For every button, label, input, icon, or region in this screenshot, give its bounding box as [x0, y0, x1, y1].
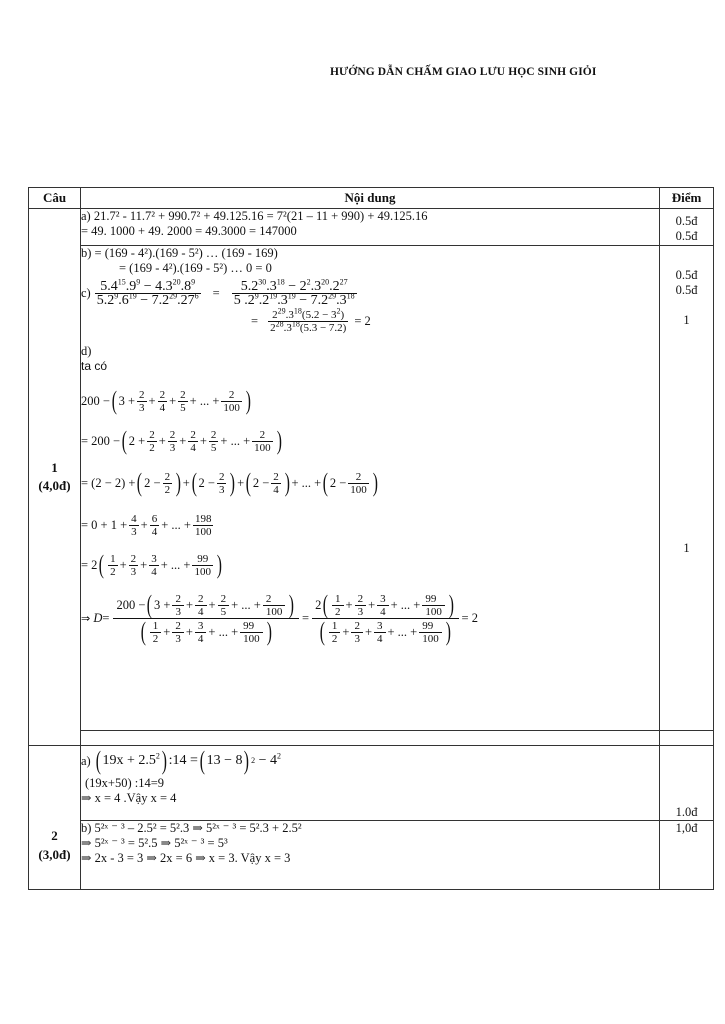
q1bcd-content: [81, 246, 660, 731]
page-title: HƯỚNG DẪN CHẤM GIAO LƯU HỌC SINH GIỎI: [330, 66, 597, 78]
q2a-eq: a) ( $19x + 2.5^2$ ) :14 = ( 13 − 8 ) 2 − $4^2$: [81, 746, 282, 775]
q1d-eq3: = (2 − 2) + ( 2 − $\frac{2}{2}$ ) + ( 2 − $\frac{2}{3}$ ) + ( 2 − $\frac{2}{4}$ ) + ... + ( 2 − $\frac{2}{100}$ ): [81, 468, 378, 497]
q2b-line2: ⇒ 5²ˣ ⁻ ³ = 5².5 ⇒ 5²ˣ ⁻ ³ = 5³: [81, 836, 228, 850]
q1d-label: d): [81, 344, 92, 358]
q1b-line1: b) = (169 - 4²).(169 - 5²) … (169 - 169): [81, 246, 278, 260]
q1-spacer-row: [29, 731, 714, 746]
q2a-line2: (19x+50) :14=9: [85, 776, 165, 790]
q1b-score: 0.5đ: [675, 268, 698, 282]
q2-row-a: [29, 746, 714, 821]
q1a-content: [81, 209, 660, 246]
q2b-score: [660, 821, 714, 890]
q2b-line3: ⇒ 2x - 3 = 3 ⇒ 2x = 6 ⇒ x = 3. Vậy x = 3: [81, 851, 291, 865]
q2a-score: [660, 746, 714, 821]
q1d-eq4: = 0 + 1 + $\frac{4}{3}$ + $\frac{6}{4}$ + ... + $\frac{198}{100}$: [81, 512, 212, 538]
q1a-score-1: 0.5đ: [675, 214, 698, 228]
q2-points: (3,0đ): [38, 846, 71, 862]
table-header-row: [29, 188, 714, 209]
q1c-frac-2: $\frac{5.2^{30}.3^{18} - 2^2.3^{20}.2^{27}}{5 .2^9.2^{19}.3^{19} - 7.2^{29}.3^{18}}$: [233, 277, 355, 308]
q2-row-b: [29, 821, 714, 890]
q2a-score-value: 1.0đ: [675, 805, 698, 819]
q1d-eq1: 200 − ( 3 + $\frac{2}{3}$ + $\frac{2}{4}$ + $\frac{2}{5}$ + ... + $\frac{2}{100}$ ): [81, 386, 251, 415]
q2-cell: [29, 746, 81, 890]
q1d-eq2: = 200 − ( 2 + $\frac{2}{2}$ + $\frac{2}{3}$ + $\frac{2}{4}$ + $\frac{2}{5}$ + ... + $\frac{2}{100}$ ): [81, 426, 282, 455]
q1-label: 1: [51, 459, 58, 475]
q2b-content: [81, 821, 660, 890]
q2a-label: a): [81, 753, 91, 768]
q1-cell: [29, 209, 81, 746]
q1b-line2: = (169 - 4²).(169 - 5²) … 0 = 0: [119, 261, 272, 275]
q1d-eq5: = 2 ( $\frac{1}{2}$ + $\frac{2}{3}$ + $\frac{3}{4}$ + ... + $\frac{99}{100}$ ): [81, 550, 222, 579]
header-question: Câu: [29, 188, 81, 209]
q2-label: 2: [51, 828, 58, 844]
q1-row-a: [29, 209, 714, 246]
q1c-score-1: 0.5đ: [675, 283, 698, 297]
q1a-score-2: 0.5đ: [675, 229, 698, 243]
q1a-score: [660, 209, 714, 246]
q1c-label: c): [81, 286, 91, 300]
q1bcd-score: [660, 246, 714, 731]
q1c-frac-3: $\frac{2^{29}.3^{18}(5.2 - 3^2)}{2^{28}.3^{18}(5.3 - 7.2)}$: [270, 306, 347, 334]
q1c-row2: = $\frac{2^{29}.3^{18}(5.2 - 3^2)}{2^{28}.3^{18}(5.3 - 7.2)}$ = 2: [251, 306, 371, 334]
q1a-line2: = 49. 1000 + 49. 2000 = 49.3000 = 147000: [81, 224, 297, 238]
q1a-line1: a) 21.7² - 11.7² + 990.7² + 49.125.16 = 7²(21 – 11 + 990) + 49.125.16: [81, 209, 428, 223]
q1d-eq6: ⇒ D = 200 − ( 3 + $\frac{2}{3}$ + $\frac{2}{4}$ + $\frac{2}{5}$ + ... + $\frac{2}{100}$ ) ( $\frac{1}{2}$ + $\frac{2}{3}$ + $\frac{3}{4}$ + ... + $\frac{99}{100}$ ) = 2 ( $\frac{1}{2}$ + $\frac{2}{3}$ + $\frac{3}{4}$ + ... + $\frac{99}{100}$ ) ( $\frac{1}{2}$ + $\frac{2}{3}$ + $\frac{3}{4}$ + ... + $\frac{99}{100}$ ) = 2: [81, 590, 478, 646]
q1c-frac-1: $\frac{5.4^{15}.9^9 - 4.3^{20}.8^9}{5.2^9.6^{19} - 7.2^{29}.27^6}$: [96, 277, 199, 308]
q1c-score-2: 1: [683, 313, 690, 327]
q2b-line1: b) 5²ˣ ⁻ ³ – 2.5² = 5².3 ⇒ 5²ˣ ⁻ ³ = 5².3 + 2.5²: [81, 821, 302, 835]
grading-table: [28, 187, 714, 890]
header-score: Điểm: [660, 188, 714, 209]
header-content: Nội dung: [81, 188, 660, 209]
q1c-row1: c) $\frac{5.4^{15}.9^9 - 4.3^{20}.8^9}{5.2^9.6^{19} - 7.2^{29}.27^6}$ = $\frac{5.2^{30}.3^{18} - 2^2.3^{20}.2^{27}}{5 .2^9.2^{19}.3^{19} - 7.2^{29}.3^{18}}$: [81, 277, 355, 308]
q1d-score: 1: [683, 541, 690, 555]
q1-points: (4,0đ): [38, 478, 71, 493]
q2a-content: [81, 746, 660, 821]
q2b-score-value: 1,0đ: [675, 821, 698, 835]
q1-row-bcd: [29, 246, 714, 731]
q2a-line3: ⇒ x = 4 .Vậy x = 4: [81, 791, 177, 805]
q1d-intro: ta có: [81, 359, 108, 373]
